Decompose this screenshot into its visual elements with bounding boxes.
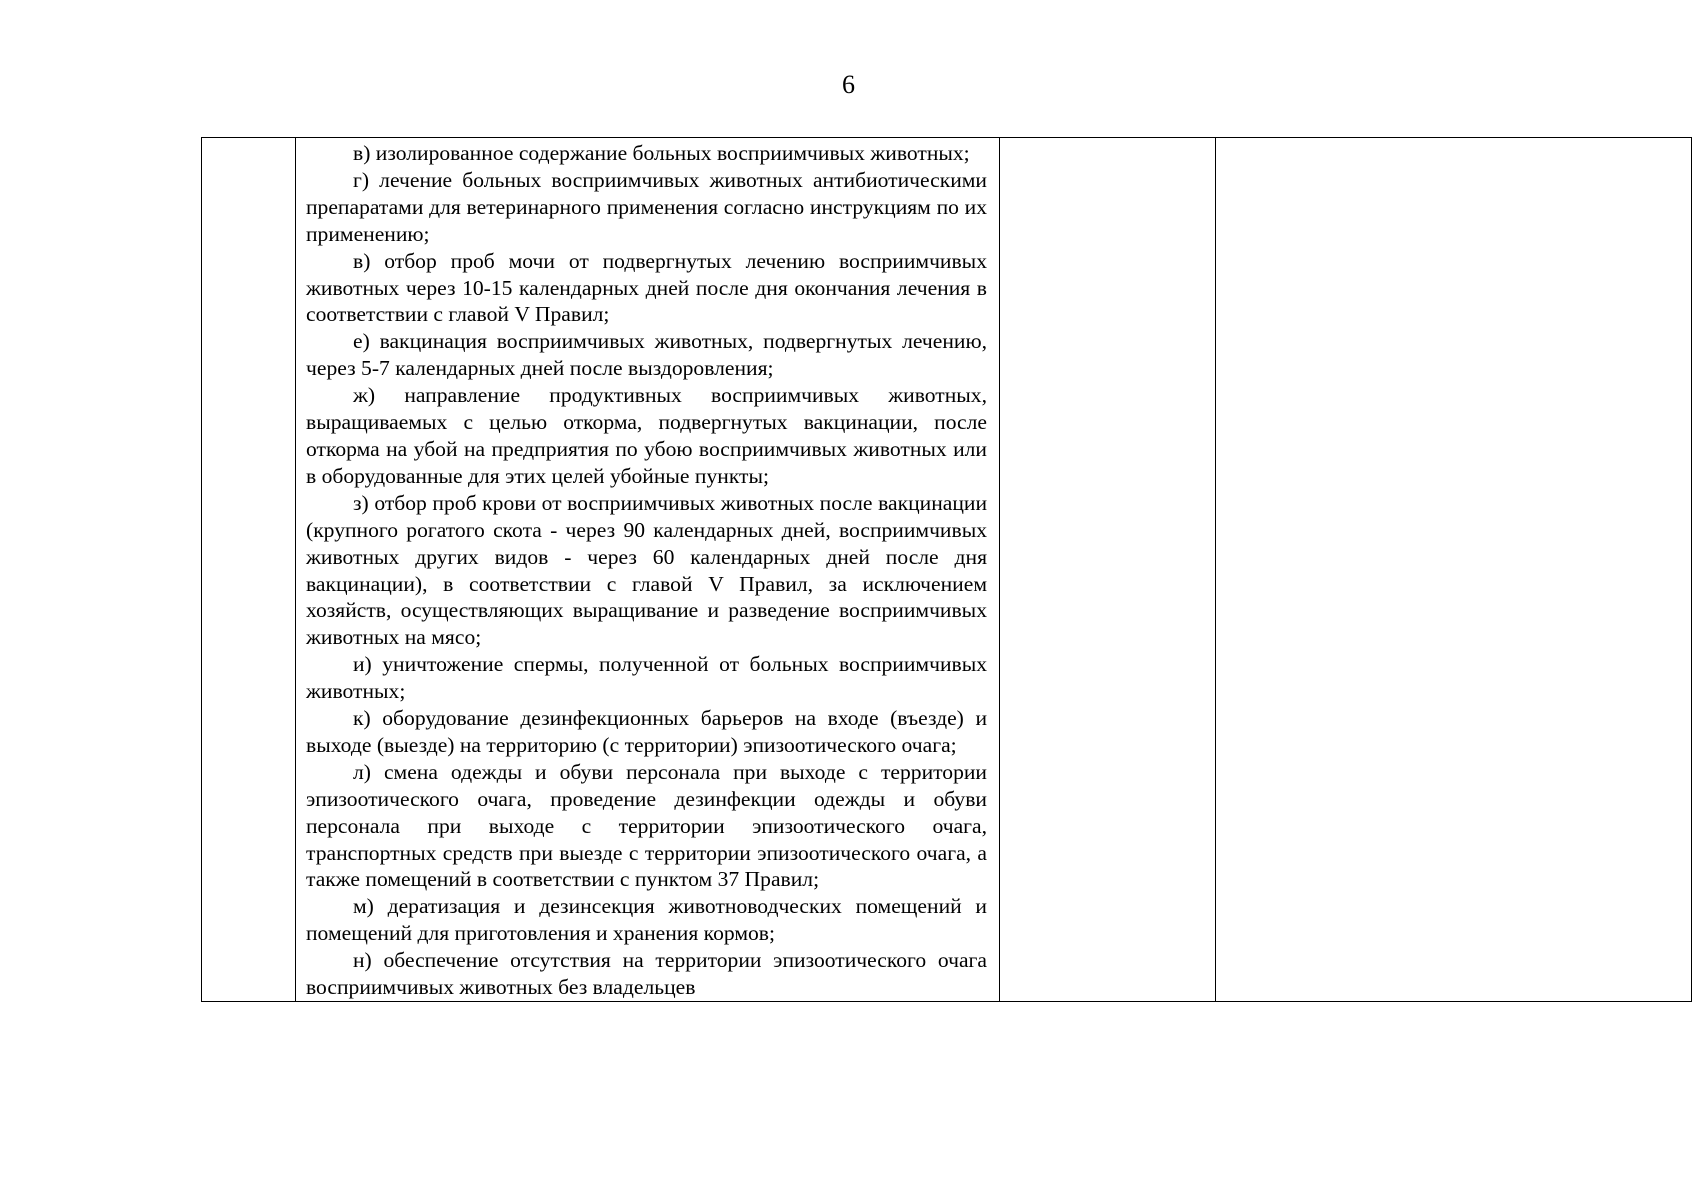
list-item: и) уничтожение спермы, полученной от больных восприимчивых животных;	[306, 652, 987, 704]
table-cell-empty	[1216, 138, 1692, 1002]
page-number: 6	[842, 70, 855, 99]
list-item: ж) направление продуктивных восприимчивых животных, выращиваемых с целью откорма, подвергнутых вакцинации, после откорма на убой на предприятия по убою восприимчивых животных или в оборудованные для этих целей убойные пункты;	[306, 383, 987, 488]
list-item: к) оборудование дезинфекционных барьеров на входе (въезде) и выходе (выезде) на территорию (с территории) эпизоотического очага;	[306, 706, 987, 757]
list-item: з) отбор проб крови от восприимчивых животных после вакцинации (крупного рогатого скота - через 90 календарных дней, восприимчивых животных других видов - через 60 календарных дней после дня вакцинации), в соответствии с главой V Правил, за исключением хозяйств, осуществляющих выращивание и разведение восприимчивых животных на мясо;	[306, 490, 987, 650]
list-item: н) обеспечение отсутствия на территории эпизоотического очага восприимчивых животных без владельцев	[306, 948, 987, 1000]
list-item: в) отбор проб мочи от подвергнутых лечению восприимчивых животных через 10-15 календарных дней после дня окончания лечения в соответствии с главой V Правил;	[306, 248, 987, 327]
table-cell-empty	[1000, 138, 1216, 1002]
list-item: в) изолированное содержание больных восприимчивых животных;	[353, 141, 970, 165]
measures-table	[201, 137, 1692, 1002]
list-item: л) смена одежды и обуви персонала при выходе с территории эпизоотического очага, проведение дезинфекции одежды и обуви персонала при выходе с территории эпизоотического очага, транспортных средств при выезде с территории эпизоотического очага, а также помещений в соответствии с пунктом 37 Правил;	[306, 759, 987, 892]
list-item: е) вакцинация восприимчивых животных, подвергнутых лечению, через 5-7 календарных дней после выздоровления;	[306, 329, 987, 381]
list-item: м) дератизация и дезинсекция животноводческих помещений и помещений для приготовления и хранения кормов;	[306, 894, 987, 946]
table-cell-measures	[296, 138, 1000, 1002]
table-row	[202, 138, 1692, 1002]
table-cell-number	[202, 138, 296, 1002]
list-item: г) лечение больных восприимчивых животных антибиотическими препаратами для ветеринарного применения согласно инструкциям по их применению;	[306, 167, 987, 246]
